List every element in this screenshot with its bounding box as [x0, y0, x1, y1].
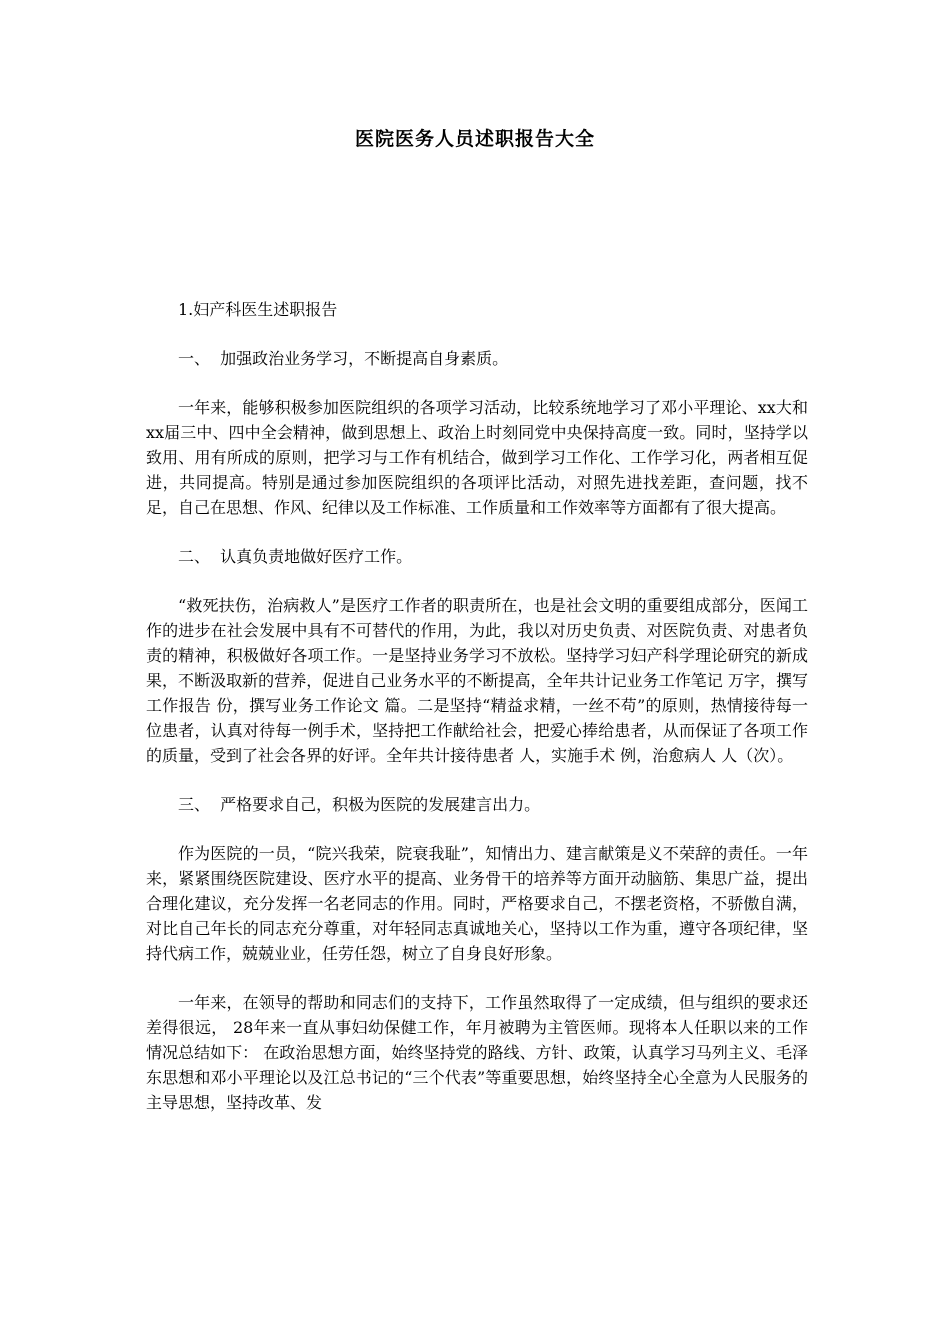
paragraph-3: 作为医院的一员，“院兴我荣，院衰我耻”，知情出力、建言献策是义不荣辞的责任。一年来，紧紧围绕医院建设、医疗水平的提高、业务骨干的培养等方面开动脑筋、集思广益，提出合理化建议，充分发挥一名老同志的作用。同时，严格要求自己，不摆老资格，不骄傲自满，对比自己年长的同志充分尊重，对年轻同志真诚地关心，坚持以工作为重，遵守各项纪律，坚持代病工作，兢兢业业，任劳任怨，树立了自身良好形象。	[146, 844, 808, 963]
section-heading-1: 一、 加强政治业务学习，不断提高自身素质。	[178, 349, 509, 368]
document-title: 医院医务人员述职报告大全	[354, 128, 595, 150]
paragraph-1: 一年来，能够积极参加医院组织的各项学习活动，比较系统地学习了邓小平理论、xx大和xx届三中、四中全会精神，做到思想上、政治上时刻同党中央保持高度一致。同时，坚持学以致用、用有所成的原则，把学习与工作有机结合，做到学习工作化、工作学习化，两者相互促进，共同提高。特别是通过参加医院组织的各项评比活动，对照先进找差距，查问题，找不足，自己在思想、作风、纪律以及工作标准、工作质量和工作效率等方面都有了很大提高。	[146, 398, 808, 517]
document-body	[146, 297, 808, 1139]
report-heading: 1.妇产科医生述职报告	[178, 300, 338, 319]
paragraph-2: “救死扶伤，治病救人”是医疗工作者的职责所在，也是社会文明的重要组成部分，医闻工作的进步在社会发展中具有不可替代的作用，为此，我以对历史负责、对医院负责、对患者负责的精神，积极做好各项工作。一是坚持业务学习不放松。坚持学习妇产科学理论研究的新成果，不断汲取新的营养，促进自己业务水平的不断提高，全年共计记业务工作笔记 万字，撰写工作报告 份，撰写业务工作论文 篇。二是坚持“精益求精，一丝不苟”的原则，热情接待每一位患者，认真对待每一例手术，坚持把工作献给社会，把爱心捧给患者，从而保证了各项工作的质量，受到了社会各界的好评。全年共计接待患者 人，实施手术 例，治愈病人 人（次）。	[146, 596, 808, 765]
paragraph-4: 一年来，在领导的帮助和同志们的支持下，工作虽然取得了一定成绩，但与组织的要求还差得很远， 28年来一直从事妇幼保健工作，年月被聘为主管医师。现将本人任职以来的工作情况总结如下： 在政治思想方面，始终坚持党的路线、方针、政策，认真学习马列主义、毛泽东思想和邓小平理论以及江总书记的“三个代表”等重要思想，始终坚持全心全意为人民服务的主导思想，坚持改革、发	[146, 993, 808, 1112]
section-heading-3: 三、 严格要求自己，积极为医院的发展建言出力。	[178, 795, 541, 814]
section-heading-2: 二、 认真负责地做好医疗工作。	[178, 547, 413, 566]
